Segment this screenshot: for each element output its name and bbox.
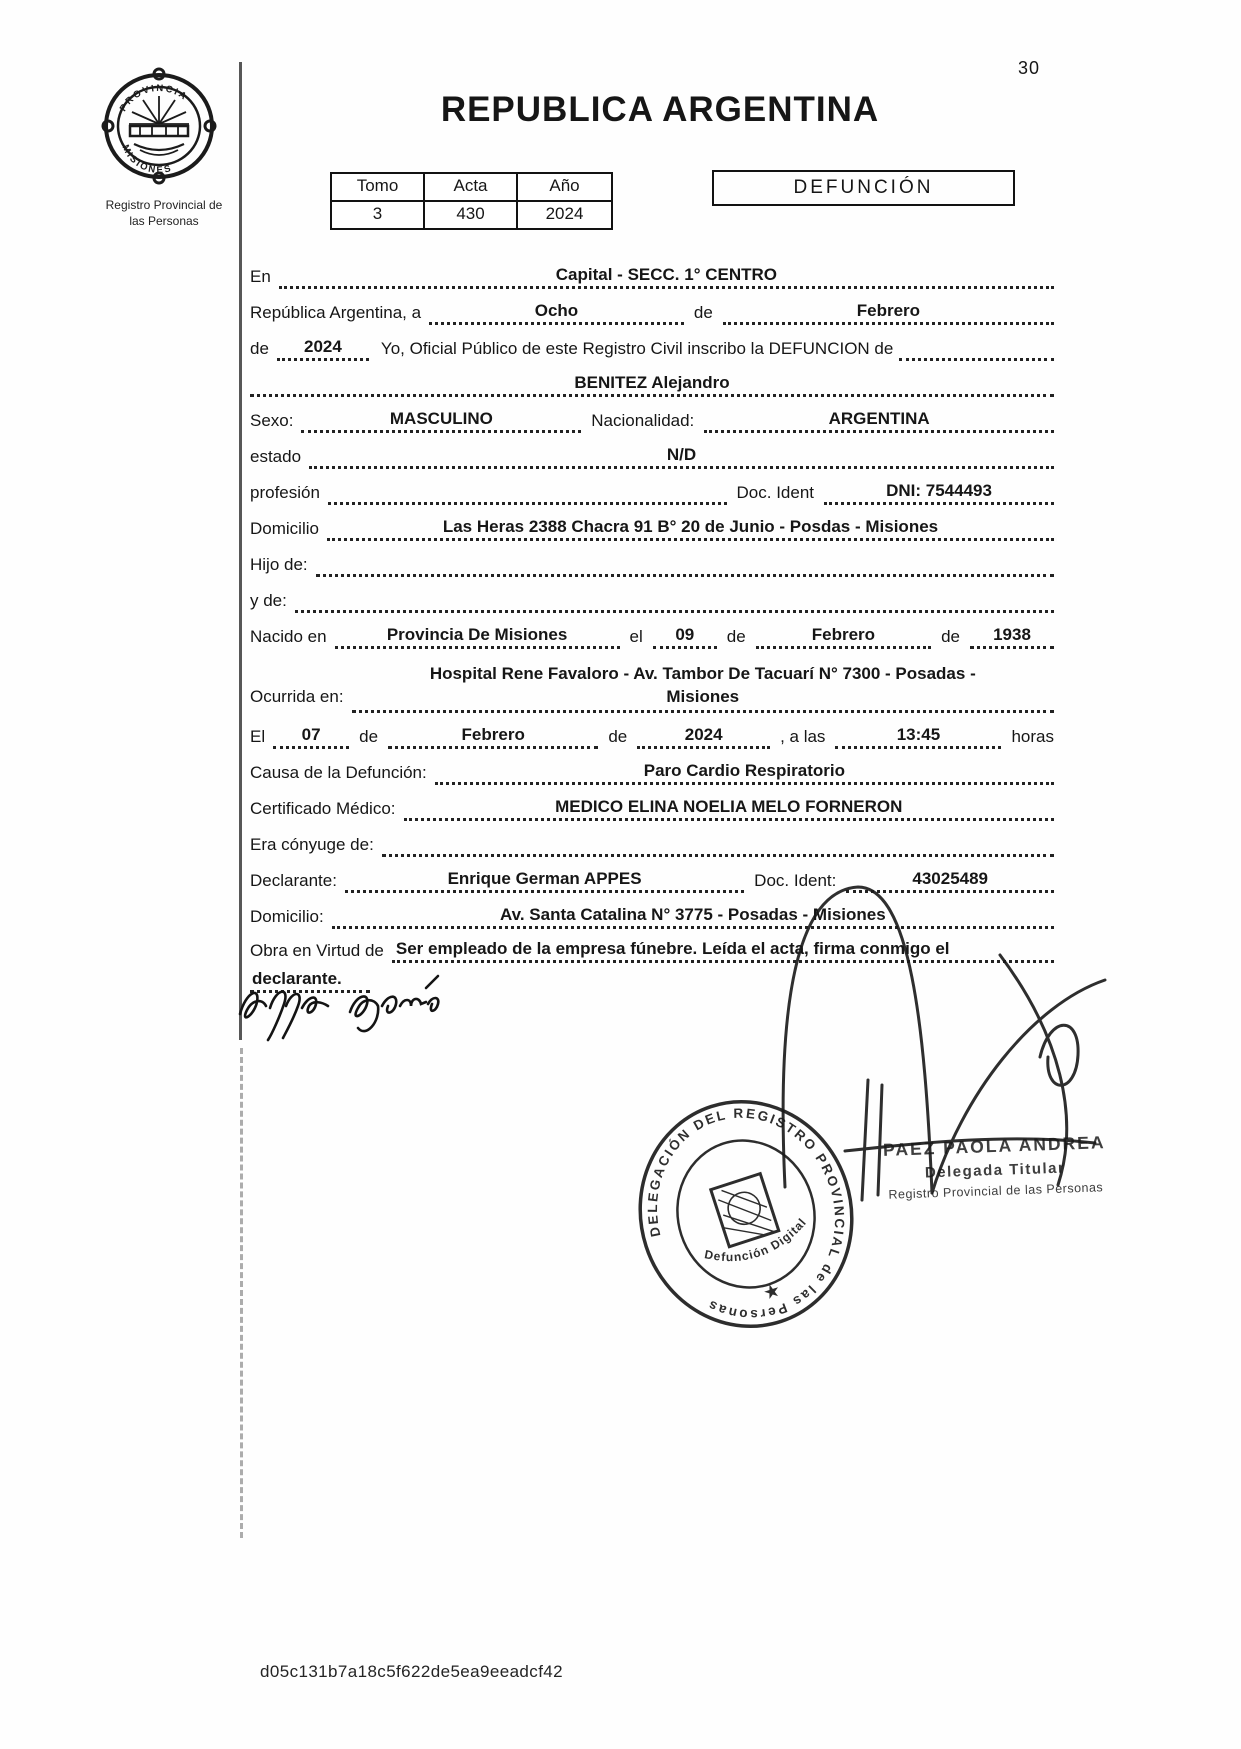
stamp-star-icon: ★ — [760, 1278, 784, 1305]
form-row-lugar — [250, 253, 1054, 289]
value-nacionalidad: ARGENTINA — [704, 410, 1054, 433]
seal-top-text: PROVINCIA — [117, 82, 190, 114]
form-row-fecha-registro — [250, 289, 1054, 325]
table-header-acta: Acta — [425, 174, 518, 202]
label-inscribo: Yo, Oficial Público de este Registro Civil inscribo la DEFUNCION de — [380, 339, 894, 358]
form-row-nacido-en — [250, 613, 1054, 649]
value-lugar-defuncion — [352, 663, 1054, 713]
official-org: Registro Provincial de las Personas — [888, 1180, 1104, 1202]
table-header-tomo: Tomo — [332, 174, 425, 202]
value-dia-nacimiento: 09 — [653, 626, 717, 649]
form-row-anio-registro — [250, 325, 1054, 361]
label-obra: Obra en Virtud de — [250, 941, 384, 960]
value-obra-line1: Ser empleado de la empresa fúnebre. Leída el acta, firma conmigo el — [392, 940, 1054, 963]
value-lugar-registro: Capital - SECC. 1° CENTRO — [279, 266, 1054, 289]
value-mes-nacimiento: Febrero — [756, 626, 931, 649]
label-conyuge: Era cónyuge de: — [250, 835, 374, 854]
stamp-inner-text: Defunción Digital — [703, 1215, 810, 1265]
label-causa: Causa de la Defunción: — [250, 763, 427, 782]
value-mes-registro: Febrero — [723, 302, 1054, 325]
left-margin-line-dashed — [240, 1048, 243, 1538]
value-nombre-fallecido: BENITEZ Alejandro — [250, 374, 1054, 397]
official-signature — [690, 855, 1170, 1225]
acta-reference-table — [330, 172, 613, 230]
official-title: Delegada Titular — [924, 1159, 1066, 1182]
label-doc-ident-declarante: Doc. Ident: — [754, 871, 837, 890]
page-number: 30 — [1018, 58, 1041, 78]
form-row-nombre — [250, 361, 1054, 397]
value-lugar-defuncion-line1: Hospital Rene Favaloro - Av. Tambor De Tacuarí N° 7300 - Posadas - — [429, 664, 976, 684]
stamp-ring-text: DELEGACIÓN DEL REGISTRO PROVINCIAL de las Personas — [645, 1105, 848, 1323]
label-profesion: profesión — [250, 483, 320, 502]
value-doc-ident: DNI: 7544493 — [824, 482, 1054, 505]
label-de: de — [359, 727, 379, 746]
form-row-ocurrida-en — [250, 649, 1054, 713]
form-row-profesion-doc — [250, 469, 1054, 505]
form-row-domicilio — [250, 505, 1054, 541]
org-name-line1: Registro Provincial de — [105, 198, 223, 212]
value-certificado: MEDICO ELINA NOELIA MELO FORNERON — [404, 798, 1054, 821]
label-de: de — [941, 627, 960, 646]
org-name — [66, 198, 262, 229]
label-en: En — [250, 267, 271, 286]
value-anio-registro: 2024 — [277, 338, 369, 361]
label-hijo-de: Hijo de: — [250, 555, 308, 574]
form-row-certificado — [250, 785, 1054, 821]
label-doc-ident: Doc. Ident — [736, 483, 815, 502]
label-de: de — [250, 339, 269, 358]
value-obra-line2: declarante. — [250, 970, 370, 993]
value-mes-defuncion: Febrero — [388, 726, 598, 749]
svg-text:MISIONES — [120, 143, 174, 176]
label-declarante: Declarante: — [250, 871, 337, 890]
label-horas: horas — [1011, 727, 1054, 746]
value-dia-defuncion: 07 — [273, 726, 349, 749]
seal-bottom-text: MISIONES — [119, 143, 174, 176]
declarant-signature — [230, 970, 445, 1050]
value-sexo: MASCULINO — [301, 410, 581, 433]
table-value-acta: 430 — [425, 202, 518, 228]
label-y-de: y de: — [250, 591, 287, 610]
table-value-tomo: 3 — [332, 202, 425, 228]
label-a-las: , a las — [780, 727, 826, 746]
label-nacionalidad: Nacionalidad: — [591, 411, 695, 430]
org-name-line2: las Personas — [129, 213, 199, 228]
document-hash: d05c131b7a18c5f622de5ea9eeadcf42 — [260, 1662, 564, 1681]
label-el: El — [250, 727, 266, 746]
label-el: el — [629, 627, 643, 646]
value-estado: N/D — [309, 446, 1054, 469]
value-domicilio: Las Heras 2388 Chacra 91 B° 20 de Junio - Posdas - Misiones — [327, 518, 1054, 541]
misiones-seal-icon — [96, 66, 222, 190]
label-estado: estado — [250, 447, 302, 466]
value-declarante: Enrique German APPES — [345, 870, 744, 893]
label-domicilio: Domicilio — [250, 519, 319, 538]
label-de: de — [726, 627, 746, 646]
label-domicilio-declarante: Domicilio: — [250, 907, 324, 926]
label-republica: República Argentina, a — [250, 303, 422, 322]
form-row-sexo-nacionalidad — [250, 397, 1054, 433]
label-de: de — [693, 303, 713, 322]
label-de: de — [608, 727, 628, 746]
value-lugar-defuncion-line2: Misiones — [666, 687, 740, 707]
value-anio-defuncion: 2024 — [637, 726, 770, 749]
acta-type-badge: DEFUNCIÓN — [712, 170, 1015, 206]
form-row-causa — [250, 749, 1054, 785]
official-name: PAEZ PAOLA ANDREA — [882, 1132, 1106, 1160]
table-header-anio: Año — [518, 174, 611, 202]
svg-text:PROVINCIA — [118, 83, 190, 114]
value-lugar-nacimiento: Provincia De Misiones — [335, 626, 620, 649]
table-value-anio: 2024 — [545, 204, 584, 223]
value-anio-nacimiento: 1938 — [970, 626, 1054, 649]
label-certificado: Certificado Médico: — [250, 799, 396, 818]
value-doc-ident-declarante: 43025489 — [846, 870, 1054, 893]
label-ocurrida-en: Ocurrida en: — [250, 687, 344, 706]
label-sexo: Sexo: — [250, 411, 294, 430]
value-dia-registro: Ocho — [429, 302, 684, 325]
form-row-estado — [250, 433, 1054, 469]
page-title: REPUBLICA ARGENTINA — [440, 90, 880, 129]
form-row-conyuge — [250, 821, 1054, 857]
value-hora-defuncion: 13:45 — [835, 726, 1001, 749]
form-row-hijo-de — [250, 541, 1054, 577]
value-causa: Paro Cardio Respiratorio — [435, 762, 1054, 785]
form-row-fecha-defuncion — [250, 713, 1054, 749]
value-domicilio-declarante: Av. Santa Catalina N° 3775 - Posadas - Misiones — [332, 906, 1054, 929]
label-nacido-en: Nacido en — [250, 627, 327, 646]
form-row-y-de — [250, 577, 1054, 613]
